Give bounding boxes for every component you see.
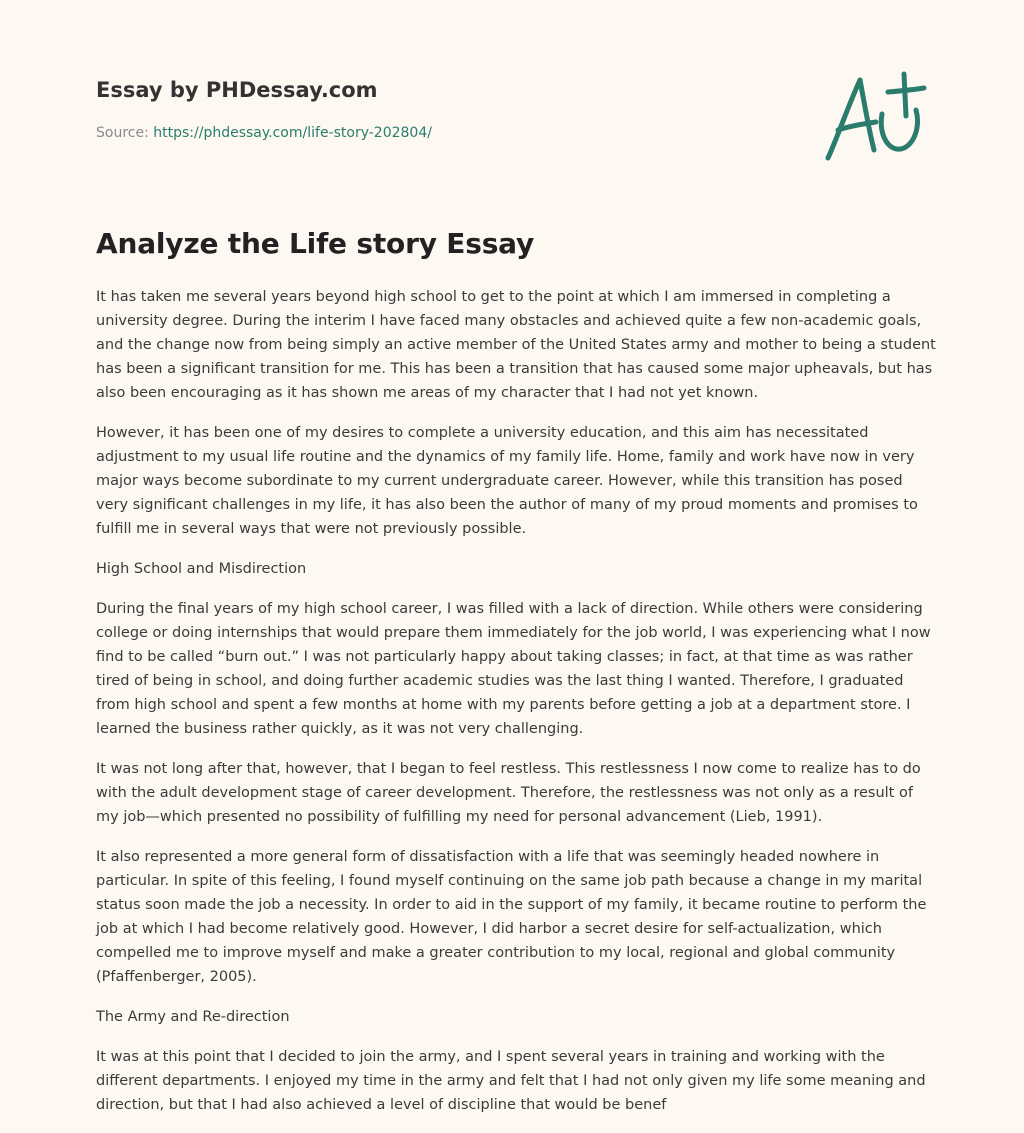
essay-paragraph: It was not long after that, however, that I began to feel restless. This restlessness I now come to realize has to do with the adult development stage of career development. Therefore, the restlessness was not only as a result of my job—which presented no possibility of fulfilling my need for personal advancement (Lieb, 1991).	[96, 761, 921, 825]
essay-paragraph: It also represented a more general form of dissatisfaction with a life that was seemingly headed nowhere in particular. In spite of this feeling, I found myself continuing on the same job path because a change in my marital status soon made the job a necessity. In order to aid in the support of my family, it became routine to perform the job at which I had become relatively good. However, I did harbor a secret desire for self-actualization, which compelled me to improve myself and make a greater contribution to my local, regional and global community (Pfaffenberger, 2005).	[96, 849, 927, 985]
site-brand: Essay by PHDessay.com	[96, 78, 378, 102]
source-label: Source:	[96, 125, 154, 141]
essay-body	[96, 285, 936, 1133]
source-link[interactable]: https://phdessay.com/life-story-202804/	[153, 125, 432, 141]
section-heading: High School and Misdirection	[96, 561, 307, 577]
essay-title: Analyze the Life story Essay	[96, 227, 535, 260]
source-line	[96, 123, 432, 143]
essay-paragraph: However, it has been one of my desires to complete a university education, and this aim has necessitated adjustment to my usual life routine and the dynamics of my family life. Home, family and work have now in very major ways become subordinate to my current undergraduate career. However, while this transition has posed very significant challenges in my life, it has also been the author of many of my proud moments and promises to fulfill me in several ways that were not previously possible.	[96, 425, 918, 537]
essay-paragraph: It was at this point that I decided to join the army, and I spent several years in training and working with the different departments. I enjoyed my time in the army and felt that I had not only given my life some meaning and direction, but that I had also achieved a level of discipline that would be benef	[96, 1049, 926, 1113]
essay-paragraph: During the final years of my high school career, I was filled with a lack of direction. While others were considering college or doing internships that would prepare them immediately for the job world, I was experiencing what I now find to be called “burn out.” I was not particularly happy about taking classes; in fact, at that time as was rather tired of being in school, and doing further academic studies was the last thing I wanted. Therefore, I graduated from high school and spent a few months at home with my parents before getting a job at a department store. I learned the business rather quickly, as it was not very challenging.	[96, 601, 931, 737]
essay-paragraph: It has taken me several years beyond high school to get to the point at which I am immersed in completing a university degree. During the interim I have faced many obstacles and achieved quite a few non-academic goals, and the change now from being simply an active member of the United States army and mother to being a student has been a significant transition for me. This has been a transition that has caused some major upheavals, but has also been encouraging as it has shown me areas of my character that I had not yet known.	[96, 289, 936, 401]
a-plus-grade-icon	[818, 66, 928, 166]
section-heading: The Army and Re-direction	[96, 1009, 290, 1025]
